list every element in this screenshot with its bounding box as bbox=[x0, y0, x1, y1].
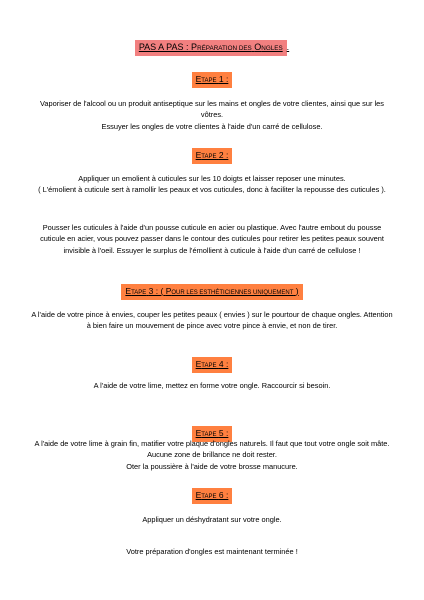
step-1-line-2: Essuyer les ongles de votre clientes à l'aide d'un carré de cellulose. bbox=[101, 121, 323, 131]
step-6-text bbox=[30, 514, 394, 525]
title-highlight bbox=[135, 40, 287, 56]
title-o-initial: O bbox=[254, 42, 262, 52]
title-p-rest: RÉPARATION DES bbox=[197, 45, 252, 52]
title-p-initial: P bbox=[191, 42, 198, 52]
step-4-heading bbox=[0, 357, 424, 373]
step-2-text-b bbox=[30, 222, 394, 256]
step-1-number: 1 : bbox=[218, 74, 229, 84]
step-5-initial: E bbox=[195, 428, 202, 438]
step-2-line-3: Pousser les cuticules à l'aide d'un pousse cuticule en acier ou plastique. Avec l'autre embout du pousse cuticule en acier, vous pouvez passer dans le contour des cuticules pour retirer les petites peaux souvent invisible à l'oeil. Essuyer le surplus de l'émollient à cuticule à l'aide d'un carré de cellulose ! bbox=[40, 223, 384, 255]
closing-line: Votre préparation d'ongles est maintenant terminée ! bbox=[126, 547, 298, 556]
step-1-text bbox=[30, 98, 394, 132]
step-1-line-1: Vaporiser de l'alcool ou un produit antiseptique sur les mains et ongles de votre clientes, ainsi que sur les vôtres. bbox=[40, 99, 384, 120]
title-prefix: PAS A PAS : bbox=[138, 42, 189, 52]
step-2-line-1: Appliquer un emolient à cuticules sur les 10 doigts et laisser reposer une minutes. bbox=[78, 174, 346, 183]
step-4-text bbox=[30, 380, 394, 391]
step-5-text bbox=[30, 438, 394, 472]
step-4-rest: TAPE bbox=[201, 363, 217, 369]
step-4-line-1: A l'aide de votre lime, mettez en forme votre ongle. Raccourcir si besoin. bbox=[93, 381, 331, 390]
title-o-rest: NGLES bbox=[261, 45, 283, 52]
step-5-rest: TAPE bbox=[201, 432, 217, 438]
closing-text bbox=[30, 546, 394, 557]
step-5-number: 5 : bbox=[218, 428, 229, 438]
step-2-label bbox=[192, 148, 233, 164]
step-5-line-2: Oter la poussière à l'aide de votre brosse manucure. bbox=[126, 461, 298, 471]
page-title bbox=[0, 40, 424, 56]
step-3-line-1: A l'aide de votre pince à envies, couper les petites peaux ( envies ) sur le pourtour de chaque ongles. Attention à bien faire un mouvement de pince avec votre pince à envie, et non de tirer. bbox=[31, 310, 393, 331]
step-1-rest: TAPE bbox=[201, 78, 217, 84]
step-3-rest: TAPE bbox=[131, 290, 147, 296]
step-2-initial: E bbox=[195, 150, 202, 160]
step-4-number: 4 : bbox=[218, 359, 229, 369]
step-4-initial: E bbox=[195, 359, 202, 369]
step-2-heading bbox=[0, 148, 424, 164]
title-suffix: . bbox=[286, 42, 290, 52]
step-3-label bbox=[121, 284, 302, 300]
step-3-text bbox=[30, 309, 394, 332]
step-3-heading bbox=[0, 284, 424, 300]
step-3-note-close: ) bbox=[295, 286, 299, 296]
step-6-line-1: Appliquer un déshydratant sur votre ongle. bbox=[142, 515, 282, 524]
step-5-line-1: A l'aide de votre lime à grain fin, matifier votre plaque d'ongles naturels. Il faut que tout votre ongle soit mâte. Aucune zone de brillance ne doit rester. bbox=[34, 439, 390, 460]
step-1-label bbox=[192, 72, 233, 88]
step-2-rest: TAPE bbox=[201, 154, 217, 160]
step-3-initial: E bbox=[125, 286, 132, 296]
step-2-line-2: ( L'émolient à cuticule sert à ramollir les peaux et vos cuticules, donc à faciliter la repousse des cuticules ). bbox=[38, 185, 386, 195]
step-6-heading bbox=[0, 488, 424, 504]
step-6-initial: E bbox=[195, 490, 202, 500]
step-3-note-rest: OUR LES ESTHÉTICIENNES UNIQUEMENT bbox=[171, 290, 294, 296]
step-6-rest: TAPE bbox=[201, 494, 217, 500]
step-6-label bbox=[192, 488, 233, 504]
step-3-number: 3 : ( bbox=[148, 286, 164, 296]
step-3-note-initial: P bbox=[165, 286, 172, 296]
step-2-number: 2 : bbox=[218, 150, 229, 160]
step-4-label bbox=[192, 357, 233, 373]
step-2-text-a bbox=[30, 173, 394, 196]
step-6-number: 6 : bbox=[218, 490, 229, 500]
step-1-heading bbox=[0, 72, 424, 88]
step-1-initial: E bbox=[195, 74, 202, 84]
